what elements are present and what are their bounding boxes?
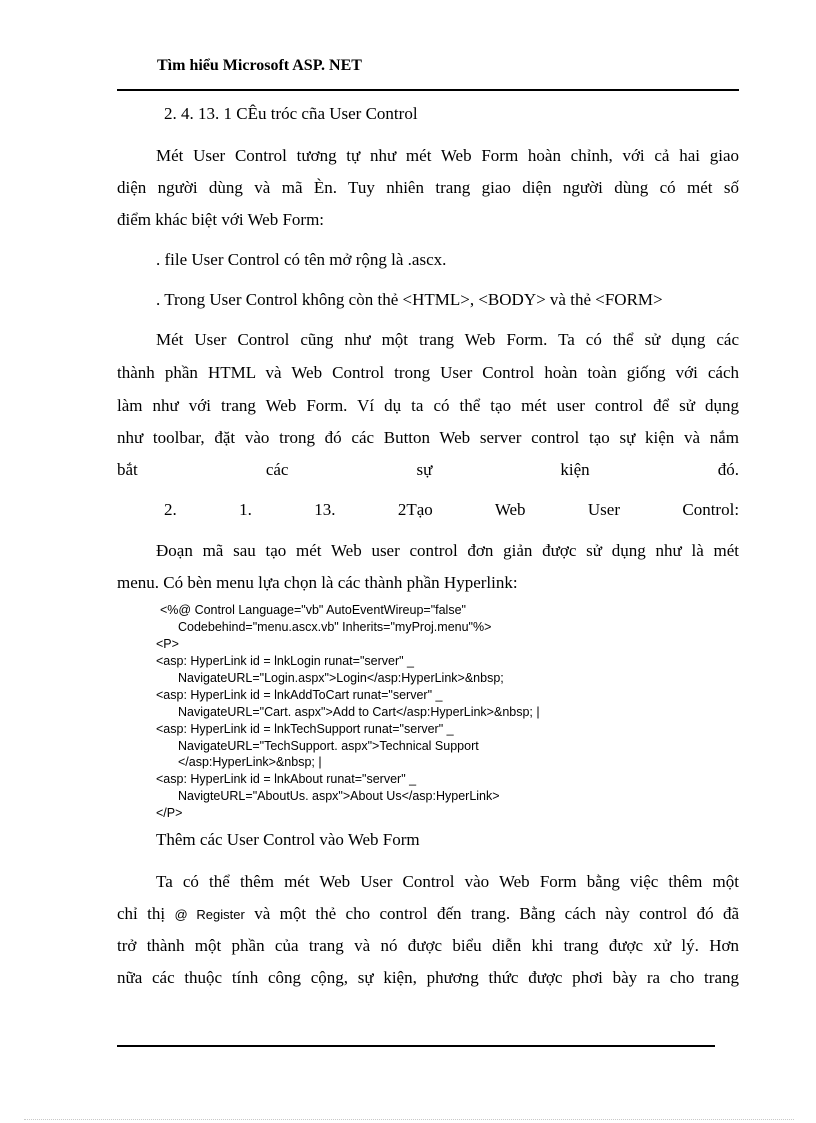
code-line: </P>	[156, 806, 183, 820]
para2-line-justified: bắt các sự kiện đó.	[117, 460, 739, 479]
code-line: Codebehind="menu.ascx.vb" Inherits="myProj.menu"%>	[178, 620, 492, 634]
para4-line: nữa các thuộc tính công cộng, sự kiện, phương thức được phơi bày ra cho trang	[117, 968, 739, 987]
para2-line: làm như với trang Web Form. Ví dụ ta có thể tạo mét user control để sử dụng	[117, 396, 739, 415]
para4-text: và một thẻ cho control đến trang. Bằng cách này control đó đã	[254, 904, 740, 923]
para4-text: chỉ thị	[117, 904, 166, 923]
subheading-word: 2.	[164, 500, 177, 519]
code-line: NavigateURL="Cart. aspx">Add to Cart</asp:HyperLink>&nbsp; |	[178, 705, 540, 719]
para3-line: menu. Có bèn menu lựa chọn là các thành phần Hyperlink:	[117, 573, 518, 592]
para2-line: thành phần HTML và Web Control trong User Control hoàn toàn giống với cách	[117, 363, 739, 382]
subheading-word: 13.	[314, 500, 336, 519]
para4-line: trở thành một phần của trang và nó được biểu diễn khi trang được xử lý. Hơn	[117, 936, 739, 955]
para1-line: Mét User Control tương tự như mét Web Form hoàn chỉnh, với cả hai giao	[156, 146, 739, 165]
code-line: </asp:HyperLink>&nbsp; |	[178, 755, 322, 769]
para1-line: diện người dùng và mã Èn. Tuy nhiên trang giao diện người dùng có mét số	[117, 178, 739, 197]
subheading-word: 2Tạo	[397, 500, 433, 519]
code-line: <asp: HyperLink id = lnkAbout runat="server" _	[156, 772, 417, 786]
subheading-create-web-user-control	[164, 500, 739, 520]
bullet-item: . Trong User Control không còn thẻ <HTML>, <BODY> và thẻ <FORM>	[156, 290, 663, 309]
para4-line: Ta có thể thêm mét Web User Control vào Web Form bằng việc thêm một	[156, 872, 739, 891]
code-line: <P>	[156, 637, 179, 651]
section-heading: 2. 4. 13. 1 CÊu tróc cña User Control	[164, 104, 418, 123]
page-edge-dots	[24, 1119, 794, 1120]
subheading-word: Web	[494, 500, 526, 519]
register-directive: @ Register	[174, 907, 245, 922]
code-line: <asp: HyperLink id = lnkTechSupport runat="server" _	[156, 722, 454, 736]
para1-line: điểm khác biệt với Web Form:	[117, 210, 325, 229]
header-rule	[117, 89, 739, 91]
footer-rule	[117, 1045, 715, 1047]
para2-line: như toolbar, đặt vào trong đó các Button Web server control tạo sự kiện và nắm	[117, 428, 739, 447]
para3-line: Đoạn mã sau tạo mét Web user control đơn giản được sử dụng như là mét	[156, 541, 739, 560]
subheading-word: 1.	[239, 500, 252, 519]
section-heading-add-user-control: Thêm các User Control vào Web Form	[156, 830, 420, 849]
code-line: <asp: HyperLink id = lnkAddToCart runat="server" _	[156, 688, 443, 702]
code-line: NavigateURL="Login.aspx">Login</asp:HyperLink>&nbsp;	[178, 671, 504, 685]
code-line: <%@ Control Language="vb" AutoEventWireup="false"	[160, 603, 466, 617]
subheading-word: User	[587, 500, 621, 519]
bullet-item: . file User Control có tên mở rộng là .ascx.	[156, 250, 447, 269]
para2-line: Mét User Control cũng như một trang Web Form. Ta có thể sử dụng các	[156, 330, 739, 349]
code-line: NavigteURL="AboutUs. aspx">About Us</asp:HyperLink>	[178, 789, 500, 803]
para4-line-with-directive	[117, 904, 739, 924]
header-title: Tìm hiểu Microsoft ASP. NET	[157, 57, 362, 74]
code-line: NavigateURL="TechSupport. aspx">Technical Support	[178, 739, 479, 753]
subheading-word: Control:	[682, 500, 740, 519]
code-line: <asp: HyperLink id = lnkLogin runat="server" _	[156, 654, 414, 668]
